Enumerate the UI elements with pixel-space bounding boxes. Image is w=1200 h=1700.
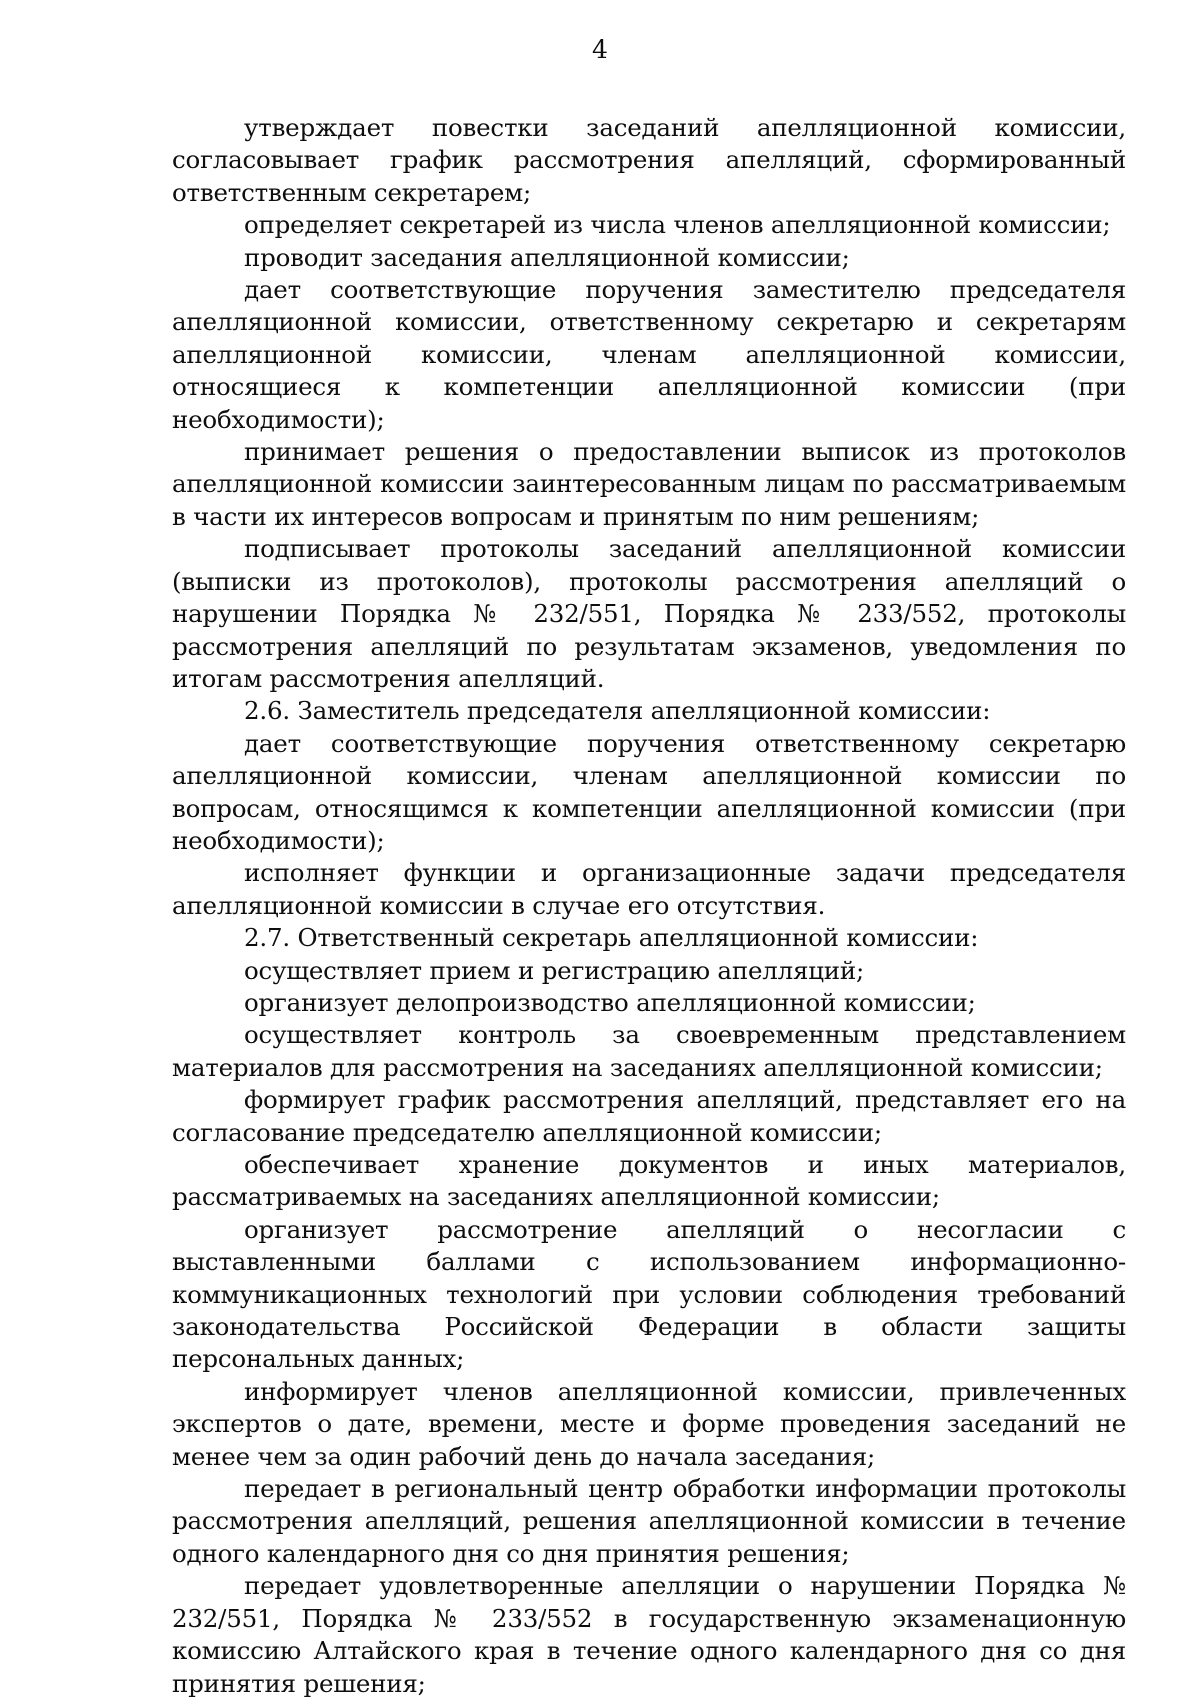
- paragraph: принимает решения о предоставлении выписок из протоколов апелляционной комиссии заинтересованным лицам по рассматриваемым в части их интересов вопросам и принятым по ним решениям;: [172, 437, 1126, 531]
- paragraph: передает в региональный центр обработки информации протоколы рассмотрения апелляций, решения апелляционной комиссии в течение одного календарного дня со дня принятия решения;: [172, 1474, 1126, 1568]
- paragraph: организует делопроизводство апелляционной комиссии;: [244, 987, 976, 1017]
- paragraph: дает соответствующие поручения заместителю председателя апелляционной комиссии, ответственному секретарю и секретарям апелляционной комиссии, членам апелляционной комиссии, относящиеся к компетенции апелляционной комиссии (при необходимости);: [172, 275, 1126, 434]
- paragraph: формирует график рассмотрения апелляций, представляет его на согласование председателю апелляционной комиссии;: [172, 1085, 1126, 1147]
- paragraph: осуществляет контроль за своевременным представлением материалов для рассмотрения на заседаниях апелляционной комиссии;: [172, 1020, 1126, 1082]
- paragraph: проводит заседания апелляционной комиссии;: [244, 242, 850, 272]
- paragraph: осуществляет прием и регистрацию апелляций;: [244, 955, 865, 985]
- paragraph: подписывает протоколы заседаний апелляционной комиссии (выписки из протоколов), протоколы рассмотрения апелляций о нарушении Порядка № 232/551, Порядка № 233/552, протоколы рассмотрения апелляций по результатам экзаменов, уведомления по итогам рассмотрения апелляций.: [172, 534, 1126, 693]
- section-heading: 2.6. Заместитель председателя апелляционной комиссии:: [244, 696, 991, 726]
- paragraph: информирует членов апелляционной комиссии, привлеченных экспертов о дате, времени, месте и форме проведения заседаний не менее чем за один рабочий день до начала заседания;: [172, 1376, 1126, 1471]
- paragraph: утверждает повестки заседаний апелляционной комиссии, согласовывает график рассмотрения апелляций, сформированный ответственным секретарем;: [172, 113, 1126, 207]
- paragraph: определяет секретарей из числа членов апелляционной комиссии;: [244, 210, 1111, 240]
- document-body: [172, 112, 1126, 1700]
- page-number: 4: [592, 35, 608, 64]
- paragraph: обеспечивает хранение документов и иных материалов, рассматриваемых на заседаниях апелляционной комиссии;: [172, 1150, 1126, 1212]
- section-heading: 2.7. Ответственный секретарь апелляционной комиссии:: [244, 923, 979, 953]
- paragraph: исполняет функции и организационные задачи председателя апелляционной комиссии в случае его отсутствия.: [172, 858, 1126, 920]
- paragraph: дает соответствующие поручения ответственному секретарю апелляционной комиссии, членам апелляционной комиссии по вопросам, относящимся к компетенции апелляционной комиссии (при необходимости);: [172, 728, 1126, 855]
- paragraph: передает удовлетворенные апелляции о нарушении Порядка № 232/551, Порядка № 233/552 в государственную экзаменационную комиссию Алтайского края в течение одного календарного дня со дня принятия решения;: [172, 1571, 1126, 1698]
- paragraph: организует рассмотрение апелляций о несогласии с выставленными баллами с использованием информационно-коммуникационных технологий при условии соблюдения требований законодательства Российской Федерации в области защиты персональных данных;: [172, 1214, 1126, 1374]
